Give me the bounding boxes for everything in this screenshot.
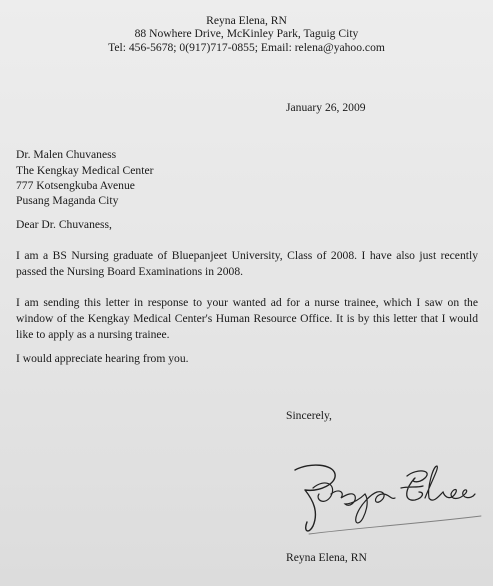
sender-address: 88 Nowhere Drive, McKinley Park, Taguig City [134,27,359,40]
recipient-name: Dr. Malen Chuvaness [16,148,117,161]
recipient-organization: The Kengkay Medical Center [16,164,154,177]
body-paragraph-2: I am sending this letter in response to your wanted ad for a nurse trainee, which I saw on the window of the Kengkay Medical Center's Human Resource Office. It is by this letter that I would like to apply as a nursing trainee. [16,296,478,341]
closing: Sincerely, [286,409,332,422]
body-paragraph-3: I would appreciate hearing from you. [16,352,189,365]
signatory-name: Reyna Elena, RN [286,551,367,564]
sender-name: Reyna Elena, RN [206,14,287,27]
handwritten-signature [275,448,485,548]
sender-contact: Tel: 456-5678; 0(917)717-0855; Email: relena@yahoo.com [108,41,385,54]
recipient-city: Pusang Maganda City [16,194,119,207]
salutation: Dear Dr. Chuvaness, [16,218,112,231]
body-paragraph-1: I am a BS Nursing graduate of Bluepanjeet University, Class of 2008. I have also just recently passed the Nursing Board Examinations in 2008. [16,249,478,278]
letter-date: January 26, 2009 [286,101,366,114]
recipient-street: 777 Kotsengkuba Avenue [16,179,135,192]
